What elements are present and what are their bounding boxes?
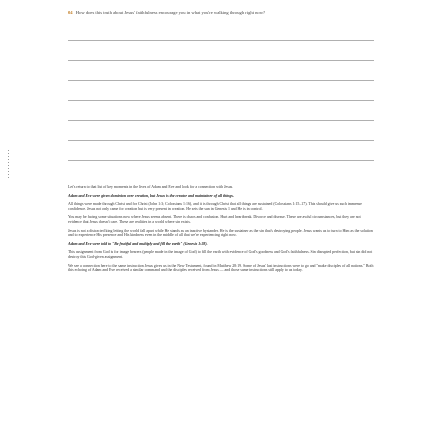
answer-line — [68, 140, 374, 141]
question-number: 04 — [68, 10, 73, 15]
answer-line — [68, 40, 374, 41]
body-paragraph: Jesus is not a distracted king letting the world fall apart while He stands as an inactive bystander. He is the sustainer as the sin that's destroying people. Jesus wants us to turn to Him as the solution and to experience His presence and His kindness even in the middle of all that we're experiencing right now. — [68, 228, 373, 238]
body-text — [68, 185, 374, 277]
answer-line — [68, 60, 374, 61]
side-tick-marks — [8, 150, 10, 180]
body-paragraph: You may be facing some situations now where Jesus seems absent. There is chaos and confusion. Hurt and heartbreak. Divorce and disease. These are awful circumstances, but they are not evidence that Jesus doesn't care. These are realities in a world where sin exists. — [68, 215, 361, 224]
reflection-question — [68, 10, 308, 16]
answer-line — [68, 120, 374, 121]
key-moment-heading: Adam and Eve were given dominion over creation, but Jesus is the creator and maintainer of all things. — [68, 193, 234, 198]
answer-line — [68, 80, 374, 81]
key-moment-heading: Adam and Eve were told to "Be fruitful and multiply and fill the earth" (Genesis 1:28). — [68, 241, 208, 246]
answer-line — [68, 100, 374, 101]
question-text: How does this truth about Jesus' faithfulness encourage you in what you're walking through right now? — [75, 10, 266, 15]
body-paragraph: This assignment from God is for image bearers (people made in the image of God) to fill the earth with evidence of God's goodness and God's faithfulness. Sin disrupted perfection, but sin did not destroy this God-given assignment. — [68, 250, 373, 259]
body-paragraph: Let's return to that list of key moments in the lives of Adam and Eve and look for a connection with Jesus. — [68, 185, 234, 189]
answer-line — [68, 160, 374, 161]
body-paragraph: We see a connection here to the same instruction Jesus gives us in the New Testament, found in Matthew 28:19. Some of Jesus' last instructions were to go and "make disciples of all nations." Both this echoing of Adam and Eve received a similar command and the disciples received from Jesus — and those same instructions still apply to us today. — [68, 263, 374, 273]
body-paragraph: All things were made through Christ and for Christ (John 1:3; Colossians 1:16), and it is through Christ that all things are sustained (Colossians 1:15–17). This should give us such immense confidence. Jesus not only came for creation but is very present in creation. He sets the sun in Genesis 1 and He is in control. — [68, 202, 362, 211]
